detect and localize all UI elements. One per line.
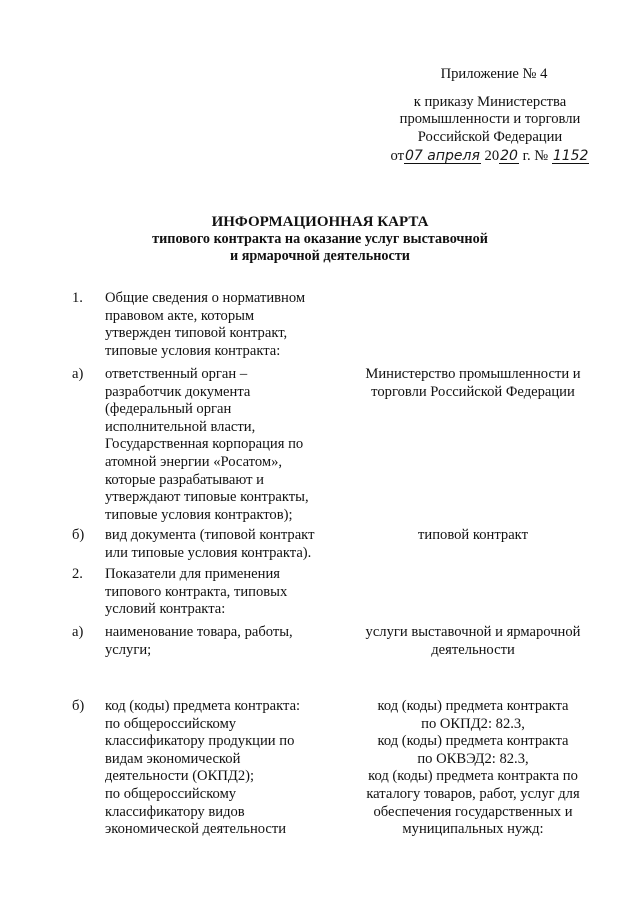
text-line: утверждают типовые контракты, bbox=[105, 489, 309, 506]
text-line: по общероссийскому bbox=[105, 785, 237, 802]
item-description bbox=[105, 624, 335, 659]
item-value bbox=[358, 698, 588, 839]
text-line: по ОКВЭД2: 82.3, bbox=[417, 750, 529, 767]
annex-line-1: к приказу Министерства bbox=[413, 93, 567, 110]
item-marker: б) bbox=[72, 527, 85, 543]
text-line: классификатору продукции по bbox=[105, 733, 295, 750]
order-number-label: г. № bbox=[522, 148, 549, 165]
text-line: деятельности bbox=[431, 641, 515, 658]
text-line: правовом акте, которым bbox=[105, 307, 255, 324]
text-line: код (коды) предмета контракта bbox=[377, 733, 569, 750]
text-line: видам экономической bbox=[105, 750, 241, 767]
text-line: услуги; bbox=[105, 641, 152, 658]
handwritten-order-number: 1152 bbox=[552, 148, 589, 165]
text-line: атомной энергии «Росатом», bbox=[105, 453, 283, 470]
order-from-label: от bbox=[390, 148, 404, 165]
text-line: обеспечения государственных и bbox=[373, 803, 573, 820]
text-line: код (коды) предмета контракта по bbox=[368, 768, 578, 785]
item-marker: а) bbox=[72, 624, 84, 640]
text-line: муниципальных нужд: bbox=[402, 821, 544, 838]
text-line: по общероссийскому bbox=[105, 715, 237, 732]
text-line: классификатору видов bbox=[105, 803, 245, 820]
title-line-2: типового контракта на оказание услуг выставочной bbox=[152, 231, 488, 247]
annex-line-3: Российской Федерации bbox=[417, 128, 563, 145]
handwritten-date: 07 апреля bbox=[405, 148, 480, 165]
text-line: экономической деятельности bbox=[105, 821, 287, 838]
text-line: утвержден типовой контракт, bbox=[105, 325, 288, 342]
item-marker: 2. bbox=[72, 566, 83, 582]
text-line: вид документа (типовой контракт bbox=[105, 527, 315, 543]
document-title bbox=[120, 214, 520, 265]
order-date-number bbox=[380, 148, 600, 166]
item-marker: а) bbox=[72, 366, 84, 382]
text-line: Показатели для применения bbox=[105, 566, 280, 582]
text-line: наименование товара, работы, bbox=[105, 624, 293, 640]
text-line: типовые условия контракта: bbox=[105, 342, 281, 359]
order-year-prefix: 20 bbox=[484, 148, 500, 165]
annex-block bbox=[380, 66, 600, 166]
item-marker: 1. bbox=[72, 290, 83, 306]
item-marker: б) bbox=[72, 698, 85, 714]
text-line: исполнительной власти, bbox=[105, 418, 256, 435]
text-line: или типовые условия контракта). bbox=[105, 544, 312, 561]
title-line-3: и ярмарочной деятельности bbox=[230, 248, 410, 264]
text-line: ответственный орган – bbox=[105, 366, 248, 382]
text-line: каталогу товаров, работ, услуг для bbox=[366, 785, 580, 802]
item-description bbox=[105, 290, 335, 360]
item-description bbox=[105, 566, 335, 619]
text-line: торговли Российской Федерации bbox=[371, 383, 575, 400]
item-description bbox=[105, 527, 335, 562]
text-line: Министерство промышленности и bbox=[365, 366, 581, 382]
item-value bbox=[358, 366, 588, 401]
text-line: код (коды) предмета контракта bbox=[377, 698, 569, 714]
text-line: код (коды) предмета контракта: bbox=[105, 698, 301, 714]
text-line: услуги выставочной и ярмарочной bbox=[365, 624, 581, 640]
text-line: (федеральный орган bbox=[105, 401, 232, 418]
handwritten-year: 20 bbox=[500, 148, 518, 165]
text-line: которые разрабатывают и bbox=[105, 471, 264, 488]
text-line: Общие сведения о нормативном bbox=[105, 290, 306, 306]
text-line: по ОКПД2: 82.3, bbox=[421, 715, 525, 732]
item-description bbox=[105, 698, 335, 839]
annex-line-2: промышленности и торговли bbox=[399, 111, 581, 128]
text-line: условий контракта: bbox=[105, 601, 226, 618]
item-description bbox=[105, 366, 335, 524]
item-value bbox=[358, 527, 588, 545]
title-line-1: ИНФОРМАЦИОННАЯ КАРТА bbox=[211, 214, 429, 230]
text-line: типовые условия контрактов); bbox=[105, 506, 293, 523]
text-line: деятельности (ОКПД2); bbox=[105, 768, 255, 785]
text-line: разработчик документа bbox=[105, 383, 251, 400]
text-line: Государственная корпорация по bbox=[105, 436, 304, 453]
item-value bbox=[358, 624, 588, 659]
annex-number: Приложение № 4 bbox=[440, 66, 548, 82]
text-line: типового контракта, типовых bbox=[105, 583, 288, 600]
text-line: типовой контракт bbox=[418, 527, 528, 543]
